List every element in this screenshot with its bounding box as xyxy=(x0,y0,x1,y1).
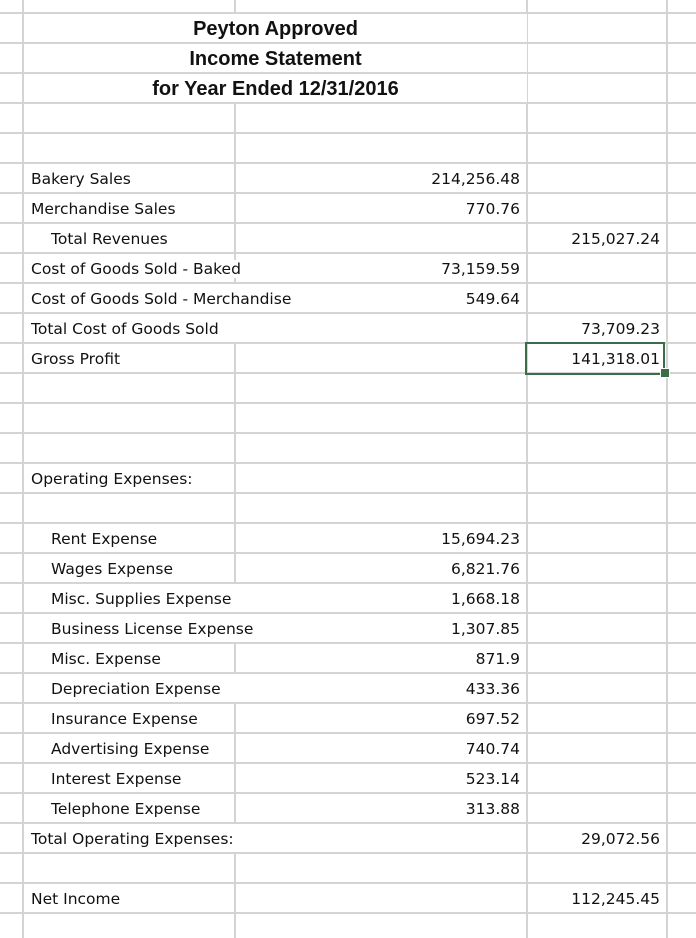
net-income-value[interactable]: 112,245.45 xyxy=(528,884,666,912)
fill-handle[interactable] xyxy=(660,368,670,378)
label-rent-expense[interactable]: Rent Expense xyxy=(24,524,234,552)
label-misc-expense[interactable]: Misc. Expense xyxy=(24,644,234,672)
gridline xyxy=(0,402,696,404)
label-depreciation-expense[interactable]: Depreciation Expense xyxy=(24,674,264,702)
amount-cogs-baked[interactable]: 73,159.59 xyxy=(441,260,520,278)
amount-business-license-expense[interactable]: 1,307.85 xyxy=(294,614,526,642)
label-cogs-baked-text: Cost of Goods Sold - Baked xyxy=(31,260,245,278)
label-interest-expense[interactable]: Interest Expense xyxy=(24,764,234,792)
statement-company-title[interactable]: Peyton Approved xyxy=(24,14,527,42)
label-wages-expense[interactable]: Wages Expense xyxy=(24,554,234,582)
label-telephone-expense[interactable]: Telephone Expense xyxy=(24,794,234,822)
gridline xyxy=(0,132,696,134)
statement-title[interactable]: Income Statement xyxy=(24,44,527,72)
label-misc-supplies-expense[interactable]: Misc. Supplies Expense xyxy=(24,584,284,612)
label-operating-expenses[interactable]: Operating Expenses: xyxy=(24,464,234,492)
label-cogs-merchandise[interactable]: Cost of Goods Sold - Merchandise xyxy=(24,284,324,312)
label-bakery-sales[interactable]: Bakery Sales xyxy=(24,164,234,192)
label-advertising-expense[interactable]: Advertising Expense xyxy=(24,734,234,762)
amount-insurance-expense[interactable]: 697.52 xyxy=(236,704,526,732)
amount-rent-expense[interactable]: 15,694.23 xyxy=(236,524,526,552)
label-gross-profit[interactable]: Gross Profit xyxy=(24,344,234,372)
amount-misc-expense[interactable]: 871.9 xyxy=(236,644,526,672)
label-net-income[interactable]: Net Income xyxy=(24,884,234,912)
label-total-revenues[interactable]: Total Revenues xyxy=(24,224,234,252)
gridline xyxy=(526,0,528,938)
gridline xyxy=(0,912,696,914)
amount-interest-expense[interactable]: 523.14 xyxy=(236,764,526,792)
gross-profit-value[interactable]: 141,318.01 xyxy=(528,344,666,372)
amount-telephone-expense[interactable]: 313.88 xyxy=(236,794,526,822)
amount-cogs-merchandise[interactable]: 549.64 xyxy=(324,284,526,312)
label-merchandise-sales[interactable]: Merchandise Sales xyxy=(24,194,234,222)
label-business-license-expense[interactable]: Business License Expense xyxy=(24,614,294,642)
amount-misc-supplies-expense[interactable]: 1,668.18 xyxy=(284,584,526,612)
gridline xyxy=(0,432,696,434)
amount-wages-expense[interactable]: 6,821.76 xyxy=(236,554,526,582)
amount-advertising-expense[interactable]: 740.74 xyxy=(236,734,526,762)
total-operating-expenses-value[interactable]: 29,072.56 xyxy=(528,824,666,852)
gridline xyxy=(0,852,696,854)
amount-depreciation-expense[interactable]: 433.36 xyxy=(264,674,526,702)
amount-merchandise-sales[interactable]: 770.76 xyxy=(236,194,526,222)
gridline xyxy=(0,492,696,494)
statement-period[interactable]: for Year Ended 12/31/2016 xyxy=(24,74,527,102)
total-cogs-value[interactable]: 73,709.23 xyxy=(528,314,666,342)
amount-bakery-sales[interactable]: 214,256.48 xyxy=(236,164,526,192)
label-insurance-expense[interactable]: Insurance Expense xyxy=(24,704,234,732)
gridline xyxy=(666,0,668,938)
active-cell-selection xyxy=(525,342,665,375)
gridline xyxy=(0,102,696,104)
label-total-operating-expenses[interactable]: Total Operating Expenses: xyxy=(24,824,526,852)
total-revenues-value[interactable]: 215,027.24 xyxy=(528,224,666,252)
label-total-cogs[interactable]: Total Cost of Goods Sold xyxy=(24,314,526,342)
